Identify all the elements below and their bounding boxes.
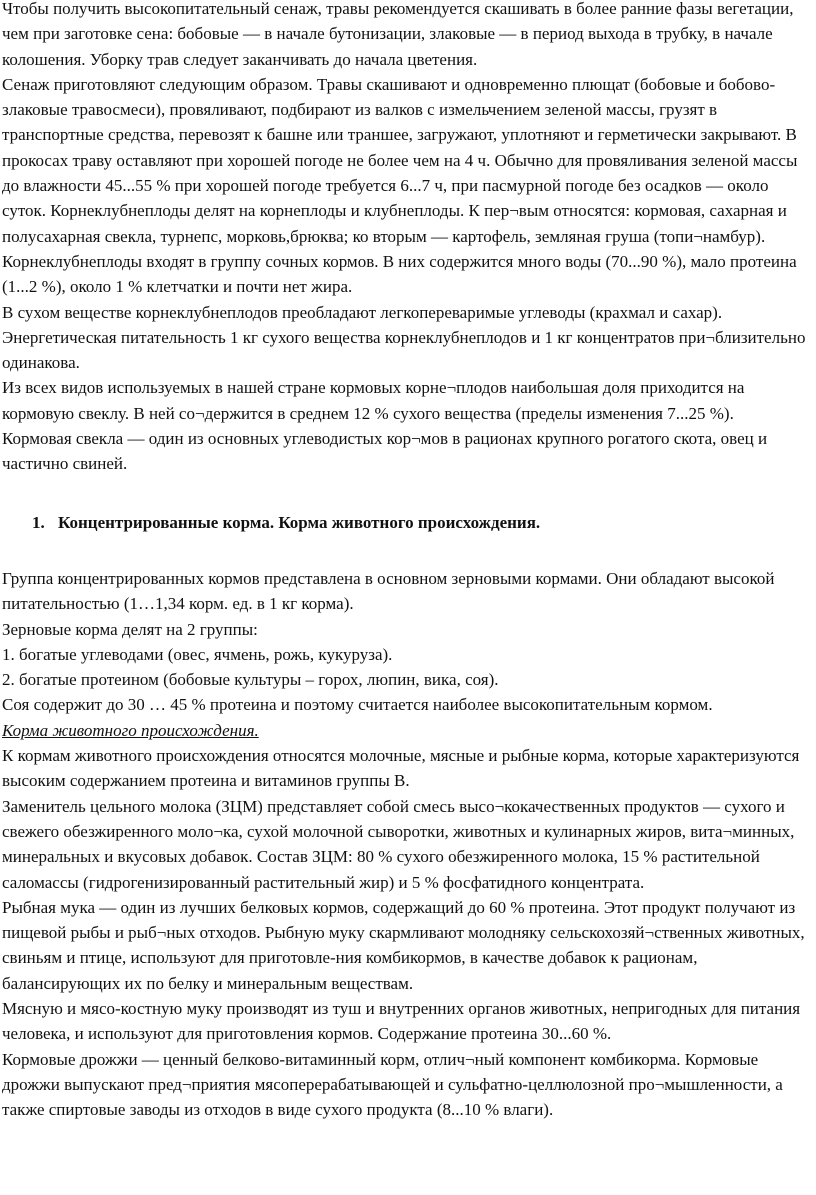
paragraph-grain-groups-title: Зерновые корма делят на 2 группы: <box>2 619 258 639</box>
paragraph-milk-replacer: Заменитель цельного молока (ЗЦМ) представляет собой смесь высо¬кокачественных продуктов — сухого и свежего обезжиренного моло¬ка, сухой молочной сыворотки, животных и кулинарных жиров, вита¬минных, минеральных и вкусовых добавок. Состав ЗЦМ: 80 % сухого обезжиренного молока, 15 % растительной саломассы (гидрогенизированный растительный жир) и 5 % фосфатидного концентрата. <box>2 796 795 892</box>
section-number: 1. <box>32 512 45 532</box>
paragraph-meat-bone-meal: Мясную и мясо-костную муку производят из туш и внутренних органов животных, непригодных для питания человека, и используют для приготовления кормов. Содержание протеина 30...60 %. <box>2 998 801 1044</box>
paragraph-root-dry-matter: В сухом веществе корнеклубнеплодов преобладают легкопереваримые углеводы (крахмал и сахар). Энергетическая питательность 1 кг сухого вещества корнеклубнеплодов и 1 кг концентратов при¬близительно одинакова. <box>2 302 806 373</box>
subsection-title <box>2 718 806 743</box>
paragraph-silage-process: Сенаж приготовляют следующим образом. Травы скашивают и одновременно плющат (бобовые и бобово-злаковые травосмеси), провяливают, подбирают из валков с измельчением зеленой массы, грузят в транспортные средства, перевозят к башне или траншее, загружают, уплотняют и герметически закрывают. В прокосах траву оставляют при хорошей погоде не более чем на 4 ч. Обычно для провяливания зеленой массы до влажности 45...55 % при хорошей погоде требуется 6...7 ч, при пасмурной погоде без осадков — около суток. Корнеклубнеплоды делят на корнеплоды и клубнеплоды. К пер¬вым относятся: кормовая, сахарная и полусахарная свекла, турнепс, морковь,брюква; ко вторым — картофель, земляная груша (топи¬намбур). Корнеклубнеплоды входят в группу сочных кормов. В них содержится много воды (70...90 %), мало протеина (1...2 %), около 1 % клетчатки и почти нет жира. <box>2 74 798 297</box>
section-title: Концентрированные корма. Корма животного происхождения. <box>58 512 541 532</box>
paragraph-fish-meal: Рыбная мука — один из лучших белковых кормов, содержащий до 60 % протеина. Этот продукт получают из пищевой рыбы и рыб¬ных отходов. Рыбную муку скармливают молодняку сельскохозяй¬ственных животных, свиньям и птице, используют для приготовле-ния комбикормов, в качестве добавок к рационам, балансирующих их по белку и минеральным веществам. <box>2 897 805 993</box>
paragraph-animal-feeds-intro: К кормам животного происхождения относятся молочные, мясные и рыбные корма, которые характеризуются высоким содержанием протеина и витаминов группы В. <box>2 746 800 791</box>
section-heading <box>32 510 806 535</box>
paragraph-feed-yeast: Кормовые дрожжи — ценный белково-витаминный корм, отлич¬ный компонент комбикорма. Кормовые дрожжи выпускают пред¬приятия мясоперерабатывающей и сульфатно-целлюлозной про¬мышленности, а также спиртовые заводы из отходов в виде сухого продукта (8...10 % влаги). <box>2 1049 783 1120</box>
list-item-protein: 2. богатые протеином (бобовые культуры – горох, люпин, вика, соя). <box>2 670 499 690</box>
paragraph-soy: Соя содержит до 30 … 45 % протеина и поэтому считается наиболее высокопитательным кормом. <box>2 695 713 715</box>
paragraph-concentrates-intro: Группа концентрированных кормов представлена в основном зерновыми кормами. Они обладают высокой питательностью (1…1,34 корм. ед. в 1 кг корма). <box>2 568 775 614</box>
paragraph-fodder-beet: Из всех видов используемых в нашей стране кормовых корне¬плодов наибольшая доля приходится на кормовую свеклу. В ней со¬держится в среднем 12 % сухого вещества (пределы изменения 7...25 %). Кормовая свекла — один из основных углеводистых кор¬мов в рационах крупного рогатого скота, овец и частично свиней. <box>2 378 768 474</box>
paragraph-silage-intro: Чтобы получить высокопитательный сенаж, травы рекомендуется скашивать в более ранние фазы вегетации, чем при заготовке сена: бобовые — в начале бутонизации, злаковые — в период выхода в трубку, в начале колошения. Уборку трав следует заканчивать до начала цветения. <box>2 0 794 69</box>
list-item-carbohydrates: 1. богатые углеводами (овес, ячмень, рожь, кукуруза). <box>2 644 393 664</box>
subsection-title-text: Корма животного происхождения. <box>2 720 259 740</box>
